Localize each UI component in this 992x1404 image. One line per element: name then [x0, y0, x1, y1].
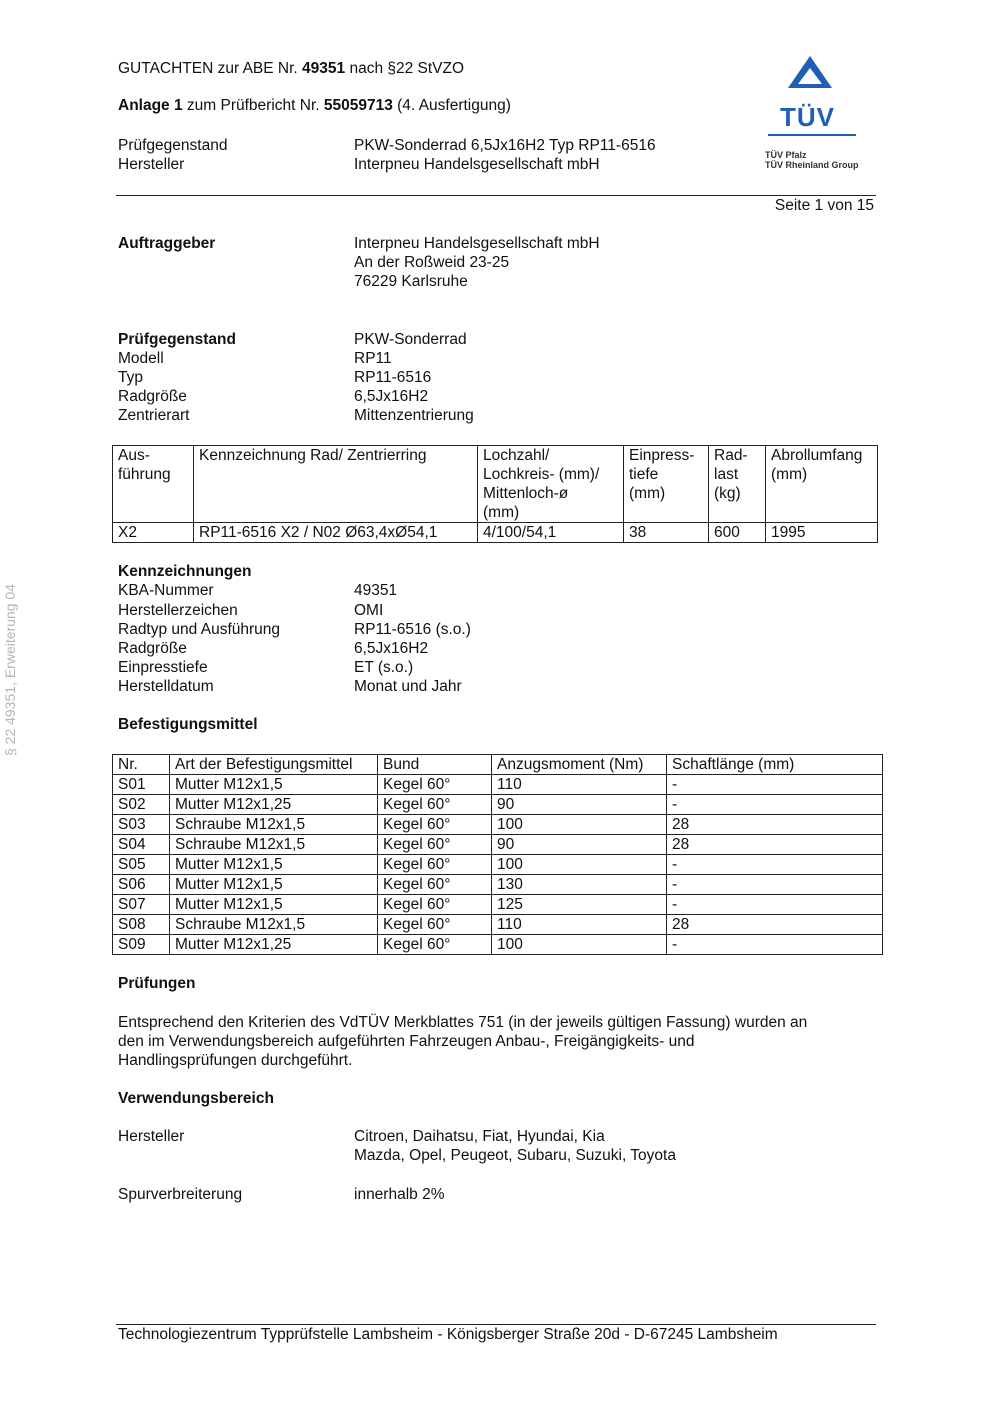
- header-value-1: Interpneu Handelsgesellschaft mbH: [354, 156, 600, 173]
- pruefungen-line-1: den im Verwendungsbereich aufgeführten Fahrzeugen Anbau-, Freigängigkeits- und: [118, 1033, 695, 1050]
- befestigung-table: [112, 754, 883, 955]
- pruefungen-line-2: Handlingsprüfungen durchgeführt.: [118, 1052, 353, 1069]
- pg-value-3: 6,5Jx16H2: [354, 388, 429, 405]
- table-row: [113, 815, 883, 835]
- bf-cell: -: [667, 895, 883, 915]
- table-row: [113, 795, 883, 815]
- spurverbreiterung-label: Spurverbreiterung: [118, 1186, 243, 1203]
- bf-cell: 90: [492, 795, 667, 815]
- rad-header-radlast: Rad- last (kg): [709, 446, 766, 523]
- tuv-logo: [762, 54, 862, 174]
- table-row: [113, 775, 883, 795]
- bf-cell: Mutter M12x1,5: [170, 875, 378, 895]
- bf-cell: S08: [113, 915, 170, 935]
- footer-text: Technologiezentrum Typprüfstelle Lambsheim - Königsberger Straße 20d - D-67245 Lambsheim: [118, 1326, 778, 1343]
- bf-cell: 100: [492, 855, 667, 875]
- header-value-0: PKW-Sonderrad 6,5Jx16H2 Typ RP11-6516: [354, 137, 656, 154]
- header-label-1: Hersteller: [118, 156, 185, 173]
- bf-cell: Mutter M12x1,5: [170, 855, 378, 875]
- bf-cell: S05: [113, 855, 170, 875]
- table-row: [113, 523, 878, 543]
- table-row: [113, 935, 883, 955]
- bf-cell: S07: [113, 895, 170, 915]
- bf-cell: Mutter M12x1,25: [170, 795, 378, 815]
- rad-header-einpresstiefe: Einpress- tiefe (mm): [624, 446, 709, 523]
- bf-cell: Kegel 60°: [378, 875, 492, 895]
- pg-label-1: Modell: [118, 350, 164, 367]
- bf-cell: Schraube M12x1,5: [170, 815, 378, 835]
- bf-cell: Kegel 60°: [378, 855, 492, 875]
- bf-cell: 28: [667, 835, 883, 855]
- bf-cell: S02: [113, 795, 170, 815]
- bf-cell: Kegel 60°: [378, 935, 492, 955]
- pg-value-4: Mittenzentrierung: [354, 407, 474, 424]
- abe-number: 49351: [302, 60, 346, 77]
- bf-cell: 125: [492, 895, 667, 915]
- bf-cell: Mutter M12x1,25: [170, 935, 378, 955]
- bf-cell: S04: [113, 835, 170, 855]
- tuv-wordmark: TÜV: [780, 102, 835, 132]
- table-row: [113, 835, 883, 855]
- bf-cell: Kegel 60°: [378, 775, 492, 795]
- bf-cell: 130: [492, 875, 667, 895]
- bf-header-schaftlaenge: Schaftlänge (mm): [667, 755, 883, 775]
- rad-cell: 38: [624, 523, 709, 543]
- kz-label-2: Radtyp und Ausführung: [118, 621, 281, 638]
- tuv-pfalz: TÜV Pfalz: [765, 150, 807, 160]
- bf-header-art: Art der Befestigungsmittel: [170, 755, 378, 775]
- table-row: [113, 915, 883, 935]
- bf-cell: Kegel 60°: [378, 795, 492, 815]
- bf-cell: 100: [492, 935, 667, 955]
- bf-cell: 28: [667, 815, 883, 835]
- rad-table-header: [113, 446, 878, 523]
- gutachten-line: [118, 60, 464, 78]
- bf-cell: 100: [492, 815, 667, 835]
- bf-cell: -: [667, 875, 883, 895]
- verwendung-hersteller-line-0: Citroen, Daihatsu, Fiat, Hyundai, Kia: [354, 1128, 605, 1145]
- rad-header-ausfuehrung: Aus- führung: [113, 446, 194, 523]
- pg-label-0: Prüfgegenstand: [118, 331, 236, 348]
- kz-value-3: 6,5Jx16H2: [354, 640, 429, 657]
- verwendung-title: Verwendungsbereich: [118, 1090, 274, 1107]
- anlage-line: [118, 97, 511, 115]
- pruefungen-line-0: Entsprechend den Kriterien des VdTÜV Merkblattes 751 (in der jeweils gültigen Fassung) wurden an: [118, 1014, 808, 1031]
- kz-value-1: OMI: [354, 602, 384, 619]
- rad-header-kennzeichnung: Kennzeichnung Rad/ Zentrierring: [194, 446, 478, 523]
- table-row: [113, 875, 883, 895]
- rad-header-lochzahl: Lochzahl/ Lochkreis- (mm)/ Mittenloch-ø (mm): [478, 446, 624, 523]
- auftraggeber-line-1: An der Roßweid 23-25: [354, 254, 510, 271]
- bf-cell: S03: [113, 815, 170, 835]
- anlage-mid: zum Prüfbericht Nr.: [182, 97, 324, 114]
- anlage-suffix: (4. Ausfertigung): [392, 97, 511, 114]
- bf-cell: 28: [667, 915, 883, 935]
- tuv-group: TÜV Rheinland Group: [765, 160, 859, 170]
- bf-cell: 90: [492, 835, 667, 855]
- bf-cell: -: [667, 795, 883, 815]
- kz-label-5: Herstelldatum: [118, 678, 214, 695]
- bf-cell: S01: [113, 775, 170, 795]
- kz-value-0: 49351: [354, 582, 398, 599]
- bf-cell: S06: [113, 875, 170, 895]
- rad-cell: X2: [113, 523, 194, 543]
- header-divider: [116, 195, 876, 196]
- auftraggeber-label: Auftraggeber: [118, 235, 216, 252]
- auftraggeber-line-2: 76229 Karlsruhe: [354, 273, 468, 290]
- side-watermark: § 22 49351, Erweiterung 04: [2, 583, 18, 756]
- bf-cell: Mutter M12x1,5: [170, 895, 378, 915]
- bf-cell: Schraube M12x1,5: [170, 915, 378, 935]
- kz-value-2: RP11-6516 (s.o.): [354, 621, 471, 638]
- bf-cell: Kegel 60°: [378, 815, 492, 835]
- verwendung-hersteller-line-1: Mazda, Opel, Peugeot, Subaru, Suzuki, Toyota: [354, 1147, 676, 1164]
- bf-cell: 110: [492, 775, 667, 795]
- pruefbericht-number: 55059713: [323, 97, 393, 114]
- bf-cell: Mutter M12x1,5: [170, 775, 378, 795]
- kz-label-1: Herstellerzeichen: [118, 602, 238, 619]
- bf-cell: Kegel 60°: [378, 835, 492, 855]
- rad-table: [112, 445, 878, 543]
- verwendung-hersteller-label: Hersteller: [118, 1128, 185, 1145]
- page-number: Seite 1 von 15: [774, 197, 874, 214]
- kz-label-4: Einpresstiefe: [118, 659, 208, 676]
- pg-value-1: RP11: [354, 350, 392, 367]
- bf-cell: -: [667, 855, 883, 875]
- rad-cell: 600: [709, 523, 766, 543]
- pg-label-4: Zentrierart: [118, 407, 190, 424]
- table-row: [113, 895, 883, 915]
- bf-cell: -: [667, 935, 883, 955]
- bf-header-anzugsmoment: Anzugsmoment (Nm): [492, 755, 667, 775]
- befestigung-title: Befestigungsmittel: [118, 716, 258, 733]
- kz-label-0: KBA-Nummer: [118, 582, 214, 599]
- pg-label-3: Radgröße: [118, 388, 187, 405]
- gutachten-prefix: GUTACHTEN zur ABE Nr.: [118, 60, 303, 77]
- auftraggeber-line-0: Interpneu Handelsgesellschaft mbH: [354, 235, 600, 252]
- table-row: [113, 855, 883, 875]
- kennzeichnungen-title: Kennzeichnungen: [118, 563, 252, 580]
- kz-value-4: ET (s.o.): [354, 659, 414, 676]
- header-label-0: Prüfgegenstand: [118, 137, 228, 154]
- pg-value-2: RP11-6516: [354, 369, 432, 386]
- befestigung-header: [113, 755, 883, 775]
- rad-header-abrollumfang: Abrollumfang (mm): [766, 446, 878, 523]
- kz-label-3: Radgröße: [118, 640, 187, 657]
- bf-header-bund: Bund: [378, 755, 492, 775]
- gutachten-suffix: nach §22 StVZO: [345, 60, 465, 77]
- bf-cell: S09: [113, 935, 170, 955]
- bf-cell: Schraube M12x1,5: [170, 835, 378, 855]
- rad-cell: 1995: [766, 523, 878, 543]
- spurverbreiterung-value: innerhalb 2%: [354, 1186, 445, 1203]
- rad-cell: RP11-6516 X2 / N02 Ø63,4xØ54,1: [194, 523, 478, 543]
- bf-cell: Kegel 60°: [378, 915, 492, 935]
- kz-value-5: Monat und Jahr: [354, 678, 462, 695]
- bf-header-nr: Nr.: [113, 755, 170, 775]
- rad-cell: 4/100/54,1: [478, 523, 624, 543]
- pg-label-2: Typ: [118, 369, 143, 386]
- pruefungen-title: Prüfungen: [118, 975, 196, 992]
- bf-cell: 110: [492, 915, 667, 935]
- anlage-label: Anlage 1: [118, 97, 183, 114]
- pg-value-0: PKW-Sonderrad: [354, 331, 467, 348]
- bf-cell: Kegel 60°: [378, 895, 492, 915]
- bf-cell: -: [667, 775, 883, 795]
